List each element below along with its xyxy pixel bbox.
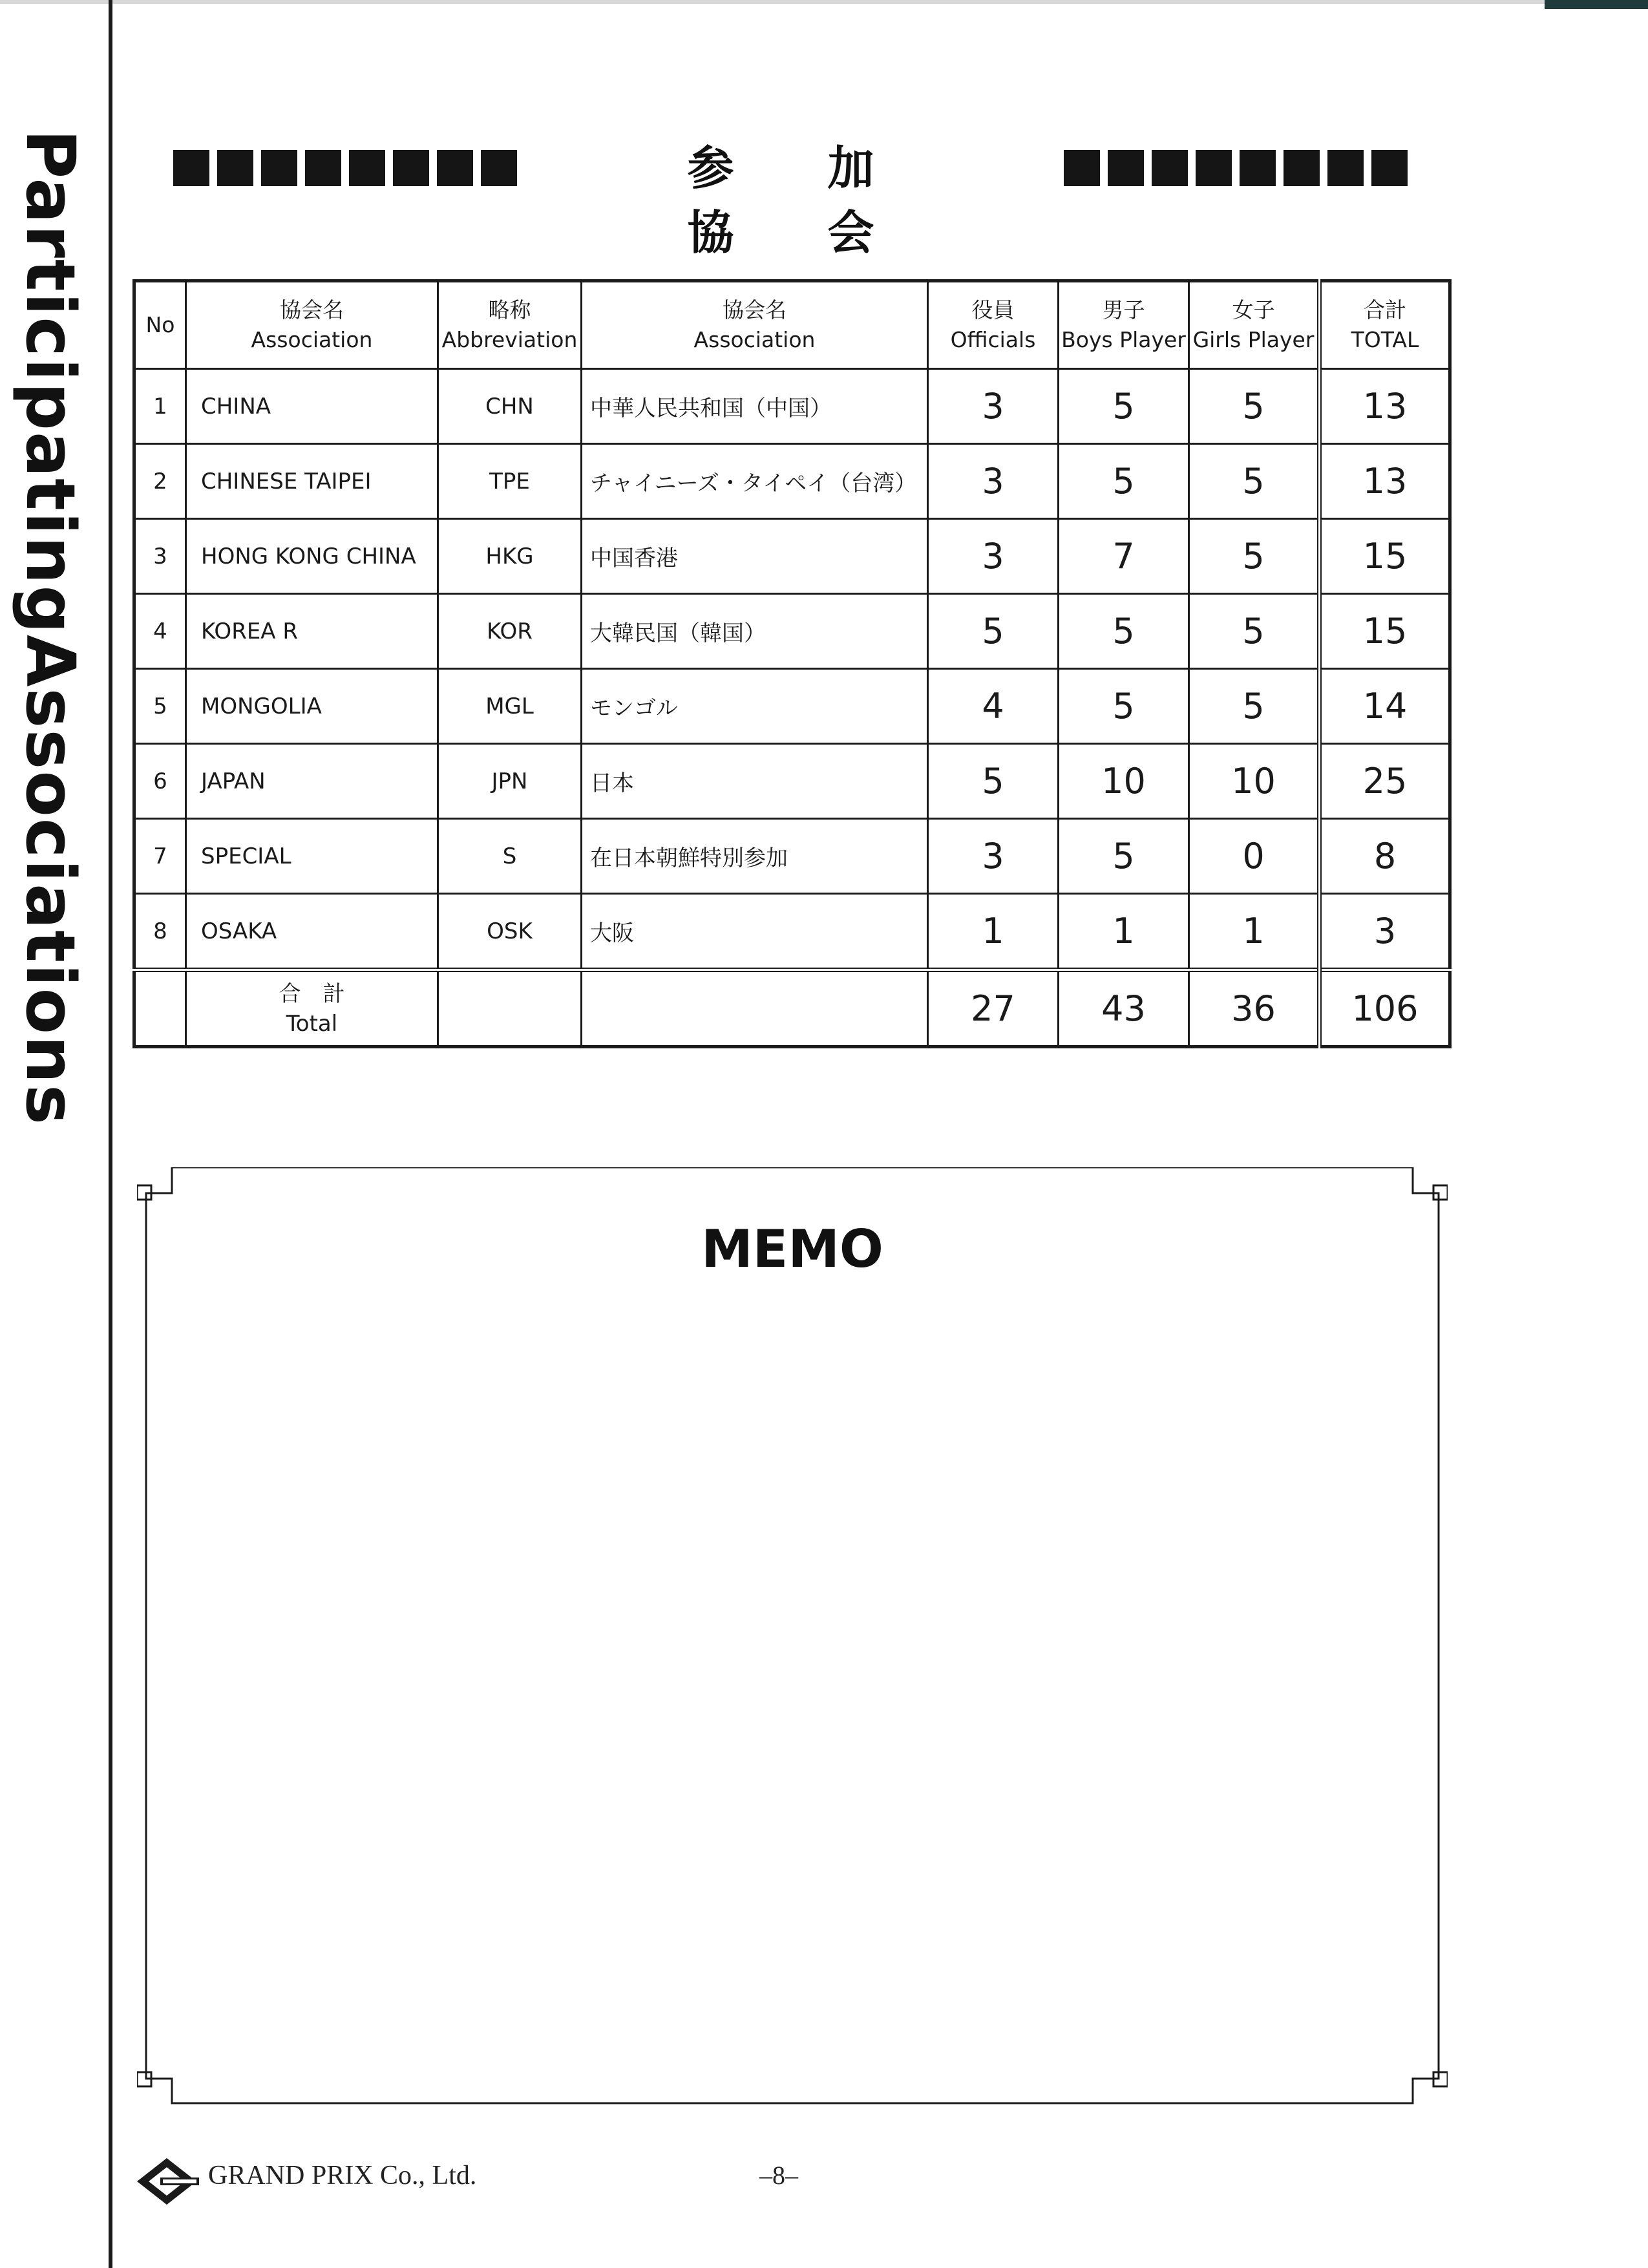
cell-association-jp: チャイニーズ・タイペイ（台湾） (582, 444, 928, 519)
cell-girls: 5 (1189, 444, 1320, 519)
totals-row (134, 970, 1450, 1047)
cell-officials: 3 (928, 519, 1059, 594)
cell-abbreviation: HKG (438, 519, 582, 594)
cell-boys: 1 (1059, 894, 1189, 970)
cell-association-jp: 在日本朝鮮特別参加 (582, 819, 928, 894)
cell-association: CHINA (186, 369, 438, 444)
cell-boys: 5 (1059, 669, 1189, 744)
header-officials: 役員 Officials (928, 281, 1059, 369)
cell-girls: 1 (1189, 894, 1320, 970)
cell-girls: 5 (1189, 519, 1320, 594)
cell-officials: 5 (928, 744, 1059, 819)
cell-no: 7 (134, 819, 186, 894)
cell-total: 15 (1320, 594, 1450, 669)
cell-officials: 3 (928, 369, 1059, 444)
table-row (134, 519, 1450, 594)
total-officials: 27 (928, 970, 1059, 1047)
cell-boys: 5 (1059, 819, 1189, 894)
cell-association: HONG KONG CHINA (186, 519, 438, 594)
cell-abbreviation: TPE (438, 444, 582, 519)
cell-association-jp: 中国香港 (582, 519, 928, 594)
table-row (134, 669, 1450, 744)
cell-association: JAPAN (186, 744, 438, 819)
cell-no: 5 (134, 669, 186, 744)
corner-mark (1545, 0, 1648, 9)
cell-total: 25 (1320, 744, 1450, 819)
cell-no: 4 (134, 594, 186, 669)
page-header (173, 136, 1408, 260)
cell-association-jp: 日本 (582, 744, 928, 819)
cell-no: 6 (134, 744, 186, 819)
cell-girls: 5 (1189, 594, 1320, 669)
table-row (134, 819, 1450, 894)
page-number: –8– (759, 2161, 798, 2190)
table-row (134, 594, 1450, 669)
cell-association-jp: 中華人民共和国（中国） (582, 369, 928, 444)
total-boys: 43 (1059, 970, 1189, 1047)
table-row (134, 369, 1450, 444)
cell-no: 2 (134, 444, 186, 519)
page-top-edge (0, 0, 1648, 4)
cell-abbreviation: JPN (438, 744, 582, 819)
header-abbreviation: 略称 Abbreviation (438, 281, 582, 369)
cell-girls: 5 (1189, 669, 1320, 744)
total-girls: 36 (1189, 970, 1320, 1047)
cell-association-jp: モンゴル (582, 669, 928, 744)
cell-association: MONGOLIA (186, 669, 438, 744)
page-title: 参 加 協 会 (687, 140, 913, 260)
grand-prix-logo-icon (134, 2156, 199, 2207)
associations-table (132, 279, 1452, 1048)
cell-association: CHINESE TAIPEI (186, 444, 438, 519)
cell-abbreviation: KOR (438, 594, 582, 669)
cell-empty (438, 970, 582, 1047)
cell-abbreviation: OSK (438, 894, 582, 970)
cell-no: 8 (134, 894, 186, 970)
table-row (134, 744, 1450, 819)
cell-abbreviation: MGL (438, 669, 582, 744)
cell-boys: 7 (1059, 519, 1189, 594)
cell-officials: 4 (928, 669, 1059, 744)
cell-total: 13 (1320, 444, 1450, 519)
cell-officials: 5 (928, 594, 1059, 669)
table-header-row (134, 281, 1450, 369)
decorative-blocks-right (1064, 150, 1408, 186)
header-boys: 男子 Boys Player (1059, 281, 1189, 369)
cell-total: 15 (1320, 519, 1450, 594)
decorative-blocks-left (173, 150, 517, 186)
header-girls: 女子 Girls Player (1189, 281, 1320, 369)
cell-girls: 5 (1189, 369, 1320, 444)
cell-empty (582, 970, 928, 1047)
table-row (134, 444, 1450, 519)
cell-empty (134, 970, 186, 1047)
header-association-en: 協会名 Association (186, 281, 438, 369)
cell-total: 3 (1320, 894, 1450, 970)
cell-abbreviation: CHN (438, 369, 582, 444)
footer-company: GRAND PRIX Co., Ltd. (208, 2161, 477, 2190)
cell-association-jp: 大韓民国（韓国） (582, 594, 928, 669)
table-row (134, 894, 1450, 970)
side-title-word2: Associations (11, 635, 90, 1127)
binding-line (109, 0, 112, 2268)
cell-girls: 10 (1189, 744, 1320, 819)
cell-association-jp: 大阪 (582, 894, 928, 970)
header-no: No (134, 281, 186, 369)
cell-association: OSAKA (186, 894, 438, 970)
header-association-jp: 協会名 Association (582, 281, 928, 369)
totals-label: 合 計 Total (186, 970, 438, 1047)
cell-boys: 5 (1059, 369, 1189, 444)
cell-officials: 1 (928, 894, 1059, 970)
cell-officials: 3 (928, 444, 1059, 519)
memo-box (137, 1167, 1448, 2104)
cell-no: 3 (134, 519, 186, 594)
cell-officials: 3 (928, 819, 1059, 894)
memo-border (137, 1167, 1448, 2104)
cell-boys: 5 (1059, 444, 1189, 519)
side-title (5, 129, 96, 1127)
cell-abbreviation: S (438, 819, 582, 894)
header-total: 合計 TOTAL (1320, 281, 1450, 369)
cell-boys: 10 (1059, 744, 1189, 819)
cell-no: 1 (134, 369, 186, 444)
total-total: 106 (1320, 970, 1450, 1047)
cell-total: 14 (1320, 669, 1450, 744)
cell-association: KOREA R (186, 594, 438, 669)
cell-total: 13 (1320, 369, 1450, 444)
cell-total: 8 (1320, 819, 1450, 894)
memo-title: MEMO (701, 1219, 883, 1279)
cell-association: SPECIAL (186, 819, 438, 894)
cell-boys: 5 (1059, 594, 1189, 669)
cell-girls: 0 (1189, 819, 1320, 894)
side-title-word1: Participating (11, 129, 90, 635)
